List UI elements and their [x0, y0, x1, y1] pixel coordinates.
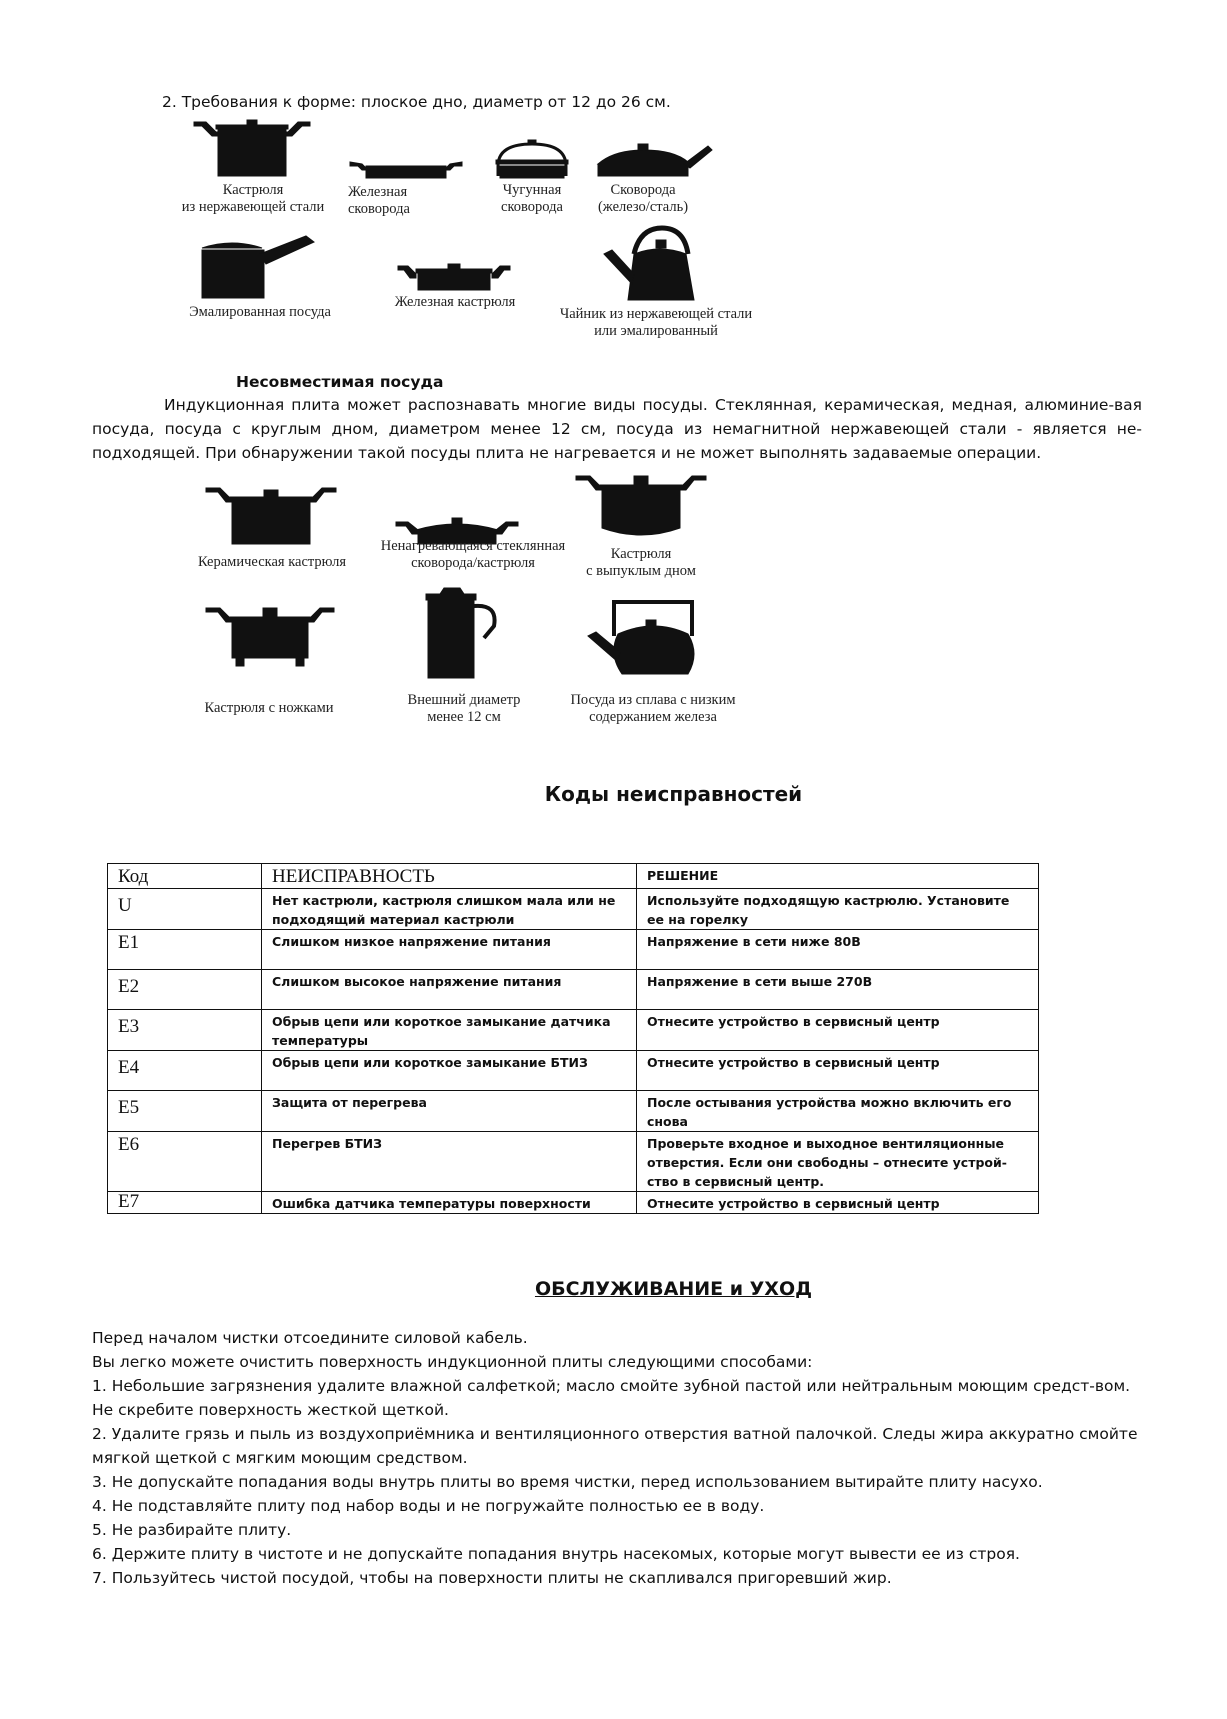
care-line: Перед началом чистки отсоедините силовой кабель.	[92, 1329, 528, 1347]
enamel-saucepan-icon	[198, 236, 316, 300]
row-code: E2	[108, 970, 262, 1010]
care-line: 3. Не допускайте попадания воды внутрь плиты во время чистки, перед использованием вытирайте плиту насухо.	[92, 1473, 1043, 1491]
caption-alloy-kettle: Посуда из сплава с низким содержанием железа	[570, 692, 736, 725]
row-code: E3	[108, 1010, 262, 1051]
caption-stainless-pot: Кастрюля из нержавеющей стали	[181, 182, 325, 215]
row-solution: Отнесите устройство в сервисный центр	[637, 1010, 1039, 1051]
caption-iron-casserole: Железная кастрюля	[394, 294, 516, 310]
care-line: 1. Небольшие загрязнения удалите влажной салфеткой; масло смойте зубной пастой или нейтральным моющим средст-вом. Не скребите поверхность жесткой щеткой.	[92, 1377, 1131, 1419]
caption-convex-pot: Кастрюля с выпуклым дном	[586, 546, 696, 579]
caption-glass-pan: Ненагревающаяся стеклянная сковорода/кастрюля	[380, 538, 566, 571]
row-fault: Ошибка датчика температуры поверхности	[262, 1192, 637, 1214]
row-fault: Слишком низкое напряжение питания	[262, 930, 637, 970]
care-line: 7. Пользуйтесь чистой посудой, чтобы на поверхности плиты не скапливался пригоревший жир.	[92, 1569, 892, 1587]
iron-pan-icon	[350, 160, 462, 180]
row-fault: Перегрев БТИЗ	[262, 1132, 637, 1192]
kettle-icon	[604, 226, 704, 306]
care-instructions	[92, 1326, 1142, 1590]
incompatible-title: Несовместимая посуда	[236, 373, 444, 391]
care-line: 6. Держите плиту в чистоте и не допускайте попадания внутрь насекомых, которые могут вывести ее из строя.	[92, 1545, 1020, 1563]
caption-enamel-saucepan: Эмалированная посуда	[189, 304, 331, 320]
row-fault: Нет кастрюли, кастрюля слишком мала или не подходящий материал кастрюли	[262, 889, 637, 930]
row-solution: Напряжение в сети ниже 80В	[637, 930, 1039, 970]
table-row	[108, 1010, 1039, 1051]
row-code: E5	[108, 1091, 262, 1132]
fault-codes-table	[107, 863, 1039, 1214]
caption-ceramic-pot: Керамическая кастрюля	[197, 554, 347, 570]
row-solution: Проверьте входное и выходное вентиляционные отверстия. Если они свободны – отнесите устрой-ство в сервисный центр.	[637, 1132, 1039, 1192]
caption-legged-pot: Кастрюля с ножками	[204, 700, 334, 716]
iron-casserole-icon	[398, 262, 510, 292]
alloy-kettle-icon	[588, 594, 708, 682]
stainless-pot-icon	[192, 118, 312, 178]
legged-pot-icon	[206, 600, 334, 666]
care-line: 2. Удалите грязь и пыль из воздухоприёмника и вентиляционного отверстия ватной палочкой. Следы жира аккуратно смойте мягкой щеткой с мягким моющим средством.	[92, 1425, 1138, 1467]
incompatible-paragraph: Индукционная плита может распознавать многие виды посуды. Стеклянная, керамическая, медная, алюминие-вая посуда, посуда с круглым дном, диаметром менее 12 см, посуда из немагнитной нержавеющей стали - является не-подходящей. При обнаружении такой посуды плита не нагревается и не может выполнять задаваемые операции.	[92, 396, 1142, 462]
row-solution: Используйте подходящую кастрюлю. Установите ее на горелку	[637, 889, 1039, 930]
care-line: 4. Не подставляйте плиту под набор воды и не погружайте полностью ее в воду.	[92, 1497, 765, 1515]
row-solution: Напряжение в сети выше 270В	[637, 970, 1039, 1010]
cast-iron-pan-icon	[494, 140, 570, 180]
convex-pot-icon	[576, 472, 706, 542]
row-solution: Отнесите устройство в сервисный центр	[637, 1051, 1039, 1091]
table-row	[108, 970, 1039, 1010]
caption-small-jug: Внешний диаметр менее 12 см	[407, 692, 521, 725]
skillet-icon	[594, 140, 714, 180]
table-row	[108, 1132, 1039, 1192]
row-code: E4	[108, 1051, 262, 1091]
ceramic-pot-icon	[206, 484, 336, 546]
small-jug-icon	[424, 586, 504, 680]
caption-iron-pan: Железная сковорода	[348, 184, 410, 217]
row-fault: Защита от перегрева	[262, 1091, 637, 1132]
table-row	[108, 1051, 1039, 1091]
row-fault: Обрыв цепи или короткое замыкание БТИЗ	[262, 1051, 637, 1091]
caption-cast-iron-pan: Чугунная сковорода	[501, 182, 563, 215]
header-code: Код	[108, 864, 262, 889]
row-code: E6	[108, 1132, 262, 1192]
care-title: ОБСЛУЖИВАНИЕ и УХОД	[534, 1278, 813, 1300]
shape-requirement: 2. Требования к форме: плоское дно, диаметр от 12 до 26 см.	[162, 93, 671, 111]
caption-kettle: Чайник из нержавеющей стали или эмалированный	[559, 306, 753, 339]
row-fault: Обрыв цепи или короткое замыкание датчика температуры	[262, 1010, 637, 1051]
row-code: U	[108, 889, 262, 930]
table-row	[108, 930, 1039, 970]
header-fault: НЕИСПРАВНОСТЬ	[262, 864, 637, 889]
header-solution: РЕШЕНИЕ	[637, 864, 1039, 889]
care-line: Вы легко можете очистить поверхность индукционной плиты следующими способами:	[92, 1353, 813, 1371]
row-solution: После остывания устройства можно включить его снова	[637, 1091, 1039, 1132]
row-code: E7	[108, 1192, 262, 1214]
care-line: 5. Не разбирайте плиту.	[92, 1521, 292, 1539]
table-row	[108, 889, 1039, 930]
table-row	[108, 1091, 1039, 1132]
table-row	[108, 1192, 1039, 1214]
table-header-row	[108, 864, 1039, 889]
caption-skillet: Сковорода (железо/сталь)	[597, 182, 689, 215]
row-solution: Отнесите устройство в сервисный центр	[637, 1192, 1039, 1214]
row-code: E1	[108, 930, 262, 970]
row-fault: Слишком высокое напряжение питания	[262, 970, 637, 1010]
codes-title: Коды неисправностей	[544, 782, 803, 806]
